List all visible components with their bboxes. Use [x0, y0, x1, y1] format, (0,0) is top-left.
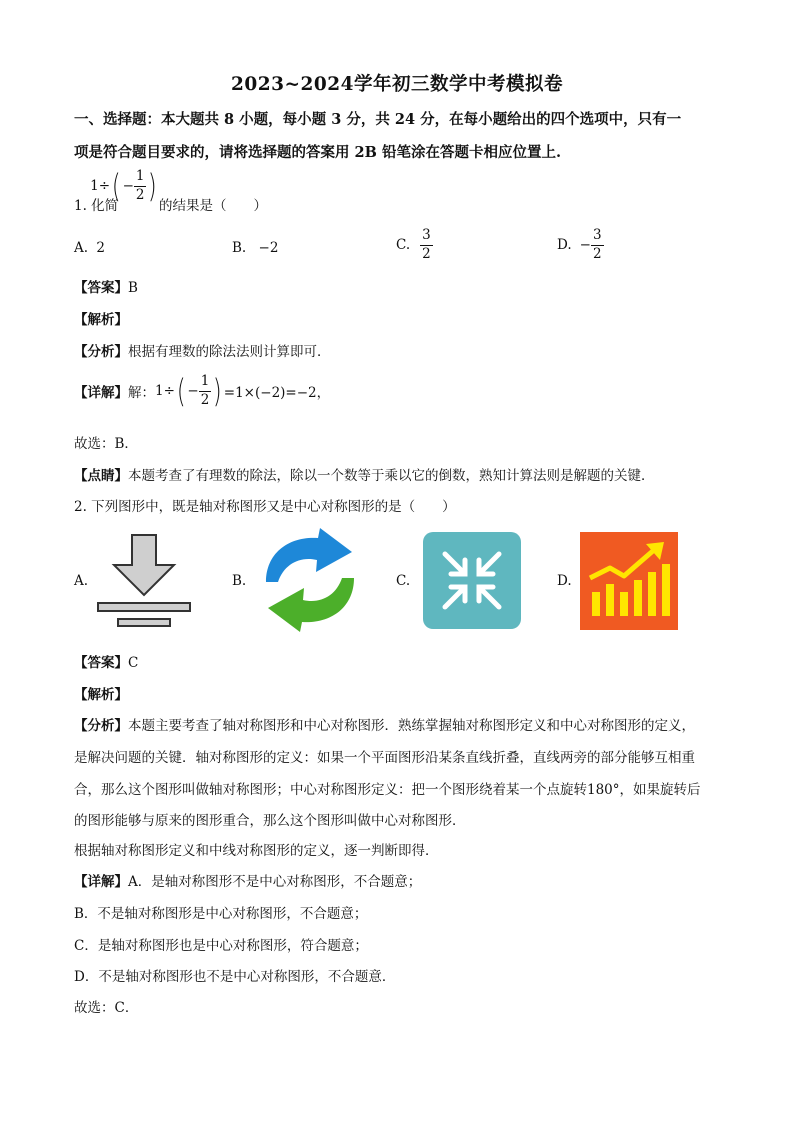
- q1-option-d-fraction: $\frac{3}{2}$: [592, 227, 602, 262]
- q1-dianjing: 【点睛】本题考查了有理数的除法，除以一个数等于乘以它的倒数，熟知计算法则是解题的关键．: [74, 468, 655, 484]
- q2-option-d-label[interactable]: D.: [557, 573, 572, 589]
- question-1: [74, 167, 267, 214]
- q1-expr-minus: −: [122, 178, 134, 194]
- section-heading-line2: 项是符合题目要求的，请将选择题的答案用 2B 铅笔涂在答题卡相应位置上.: [74, 144, 561, 161]
- q2-answer: 【答案】C: [74, 655, 139, 671]
- q1-option-b[interactable]: B. −2: [232, 240, 279, 256]
- q2-fenxi-line3: 合，那么这个图形叫做轴对称图形；中心对称图形定义：把一个图形绕着某一个点旋转180°，如果旋转后: [74, 782, 701, 798]
- q2-fenxi-line4: 的图形能够与原来的图形重合，那么这个图形叫做中心对称图形．: [74, 813, 466, 829]
- q1-expr-lead: 1÷: [90, 178, 111, 194]
- q1-option-c-fraction: $\frac{3}{2}$: [422, 227, 431, 262]
- question-2: 2. 下列图形中，既是轴对称图形又是中心对称图形的是（ ）: [74, 499, 456, 515]
- q1-expression: 1÷ ( − $\frac{1}{2}$ ): [90, 167, 158, 205]
- q1-choose: 故选：B．: [74, 436, 138, 452]
- q1-detail-fraction: $\frac{1}{2}$: [200, 373, 210, 408]
- q2-option-a-label[interactable]: A.: [74, 573, 89, 589]
- q2-detail-d: D．不是轴对称图形也不是中心对称图形，不合题意．: [74, 969, 396, 985]
- refresh-arrows-icon: [256, 526, 364, 634]
- q2-basis: 根据轴对称图形定义和中线对称图形的定义，逐一判断即得．: [74, 843, 439, 859]
- q2-fenxi-line1: 【分析】本题主要考查了轴对称图形和中心对称图形．熟练掌握轴对称图形定义和中心对称图形的定义，: [74, 718, 695, 734]
- q1-analysis-label: 【解析】: [74, 312, 128, 328]
- q1-fenxi: 【分析】根据有理数的除法法则计算即可．: [74, 344, 331, 360]
- q1-option-d[interactable]: D. − $\frac{3}{2}$: [557, 227, 602, 262]
- q1-answer: 【答案】B: [74, 280, 138, 296]
- q2-detail-a: 【详解】A．是轴对称图形不是中心对称图形，不合题意；: [74, 874, 422, 890]
- q1-detail: 【详解】 解： 1÷ ( − $\frac{1}{2}$ ) =1×(−2)=−2，: [74, 372, 331, 410]
- q1-fraction: $\frac{1}{2}$: [135, 168, 145, 203]
- q1-option-c[interactable]: C. $\frac{3}{2}$: [396, 227, 431, 262]
- q1-option-a[interactable]: A. 2: [74, 240, 105, 256]
- q2-analysis-label: 【解析】: [74, 687, 128, 703]
- q2-option-b-label[interactable]: B.: [232, 573, 247, 589]
- compress-arrows-icon: [423, 532, 521, 629]
- q2-choose: 故选：C．: [74, 1000, 139, 1016]
- q2-option-c-label[interactable]: C.: [396, 573, 411, 589]
- page-title: 2023~2024学年初三数学中考模拟卷: [231, 74, 563, 95]
- download-icon: [96, 533, 192, 629]
- q2-detail-c: C．是轴对称图形也是中心对称图形，符合题意；: [74, 938, 368, 954]
- q2-detail-b: B．不是轴对称图形是中心对称图形，不合题意；: [74, 906, 368, 922]
- q1-prefix: 1. 化简: [74, 198, 119, 214]
- growth-chart-icon: [580, 532, 678, 630]
- q1-suffix: 的结果是（ ）: [158, 198, 267, 214]
- section-heading-line1: 一、选择题：本大题共 8 小题，每小题 3 分，共 24 分，在每小题给出的四个选项中，只有一: [74, 111, 682, 128]
- q2-fenxi-line2: 是解决问题的关键．轴对称图形的定义：如果一个平面图形沿某条直线折叠，直线两旁的部分能够互相重: [74, 750, 695, 766]
